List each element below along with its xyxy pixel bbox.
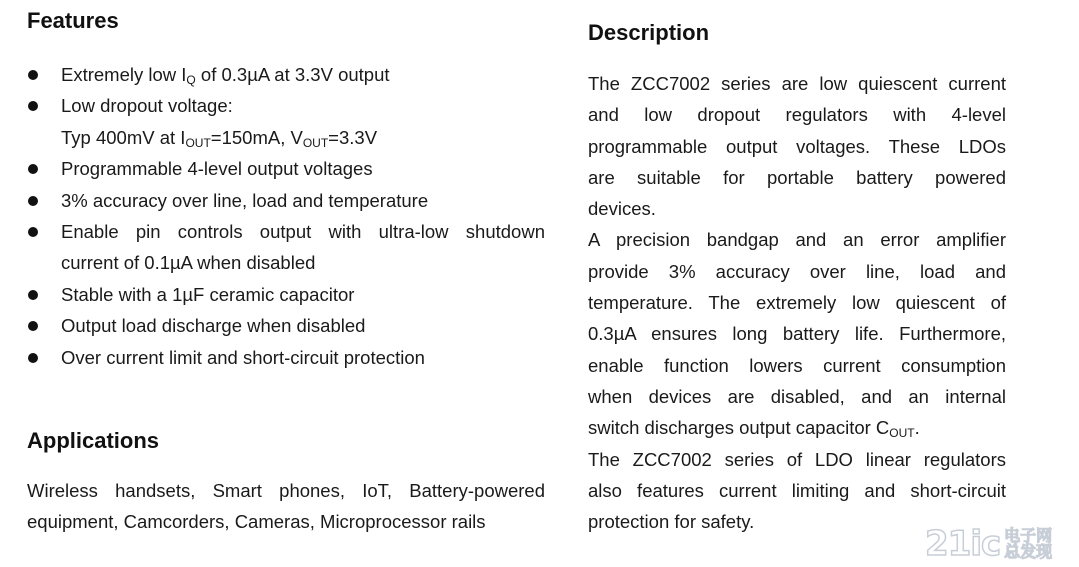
description-line: switch discharges output capacitor $C_{OUT}$. [588, 417, 920, 441]
description-body [588, 68, 1006, 537]
description-line: A precision bandgap and an error amplifier [588, 229, 1006, 251]
list-item: Stable with a 1µF ceramic capacitor [27, 279, 545, 310]
applications-heading: Applications [27, 428, 160, 453]
description-line: programmable output voltages. These LDOs [588, 135, 1006, 157]
watermark-cn-top: 电子网 [1004, 526, 1053, 545]
description-line: when devices are disabled, and an internal [588, 385, 1006, 407]
watermark-cn-bottom: 总发现 [1004, 542, 1053, 561]
bullet-icon [28, 70, 38, 80]
bullet-icon [28, 290, 38, 300]
applications-text: Wireless handsets, Smart phones, IoT, Battery-powered equipment, Camcorders, Cameras, Microprocessor rails [27, 480, 545, 533]
description-line: and low dropout regulators with 4-level [588, 104, 1006, 126]
bullet-icon [28, 196, 38, 206]
description-line: are suitable for portable battery powered [588, 166, 1006, 188]
description-heading: Description [588, 20, 710, 45]
description-line: provide 3% accuracy over line, load and [588, 260, 1006, 282]
list-item: Enable pin controls output with ultra-low shutdown current of 0.1µA when disabled [27, 216, 545, 279]
features-list [27, 59, 545, 373]
description-line: The ZCC7002 series are low quiescent current [588, 73, 1006, 94]
description-line: temperature. The extremely low quiescent of [588, 292, 1006, 314]
bullet-icon [28, 353, 38, 363]
list-item: Over current limit and short-circuit protection [27, 342, 545, 373]
features-heading: Features [27, 8, 119, 33]
description-line: The ZCC7002 series of LDO linear regulators [588, 448, 1006, 470]
list-item: Extremely low $I_Q$ of 0.3µA at 3.3V output [27, 59, 545, 90]
bullet-icon [28, 101, 38, 111]
description-line: enable function lowers current consumption [588, 354, 1006, 376]
list-item: Output load discharge when disabled [27, 310, 545, 341]
bullet-icon [28, 164, 38, 174]
list-item: 3% accuracy over line, load and temperature [27, 185, 545, 216]
description-line: also features current limiting and short-circuit [588, 479, 1006, 501]
description-line: devices. [588, 198, 656, 220]
list-item: Low dropout voltage: Typ 400mV at $I_{OUT}=150mA$, $V_{OUT}=3.3V$ [27, 90, 545, 153]
description-line: 0.3µA ensures long battery life. Furthermore, [588, 323, 1006, 345]
description-line: protection for safety. [588, 511, 755, 533]
watermark-logo-text: 21ic [925, 524, 1001, 564]
bullet-icon [28, 321, 38, 331]
bullet-icon [28, 227, 38, 237]
watermark-logo [925, 524, 1075, 564]
list-item: Programmable 4-level output voltages [27, 153, 545, 184]
